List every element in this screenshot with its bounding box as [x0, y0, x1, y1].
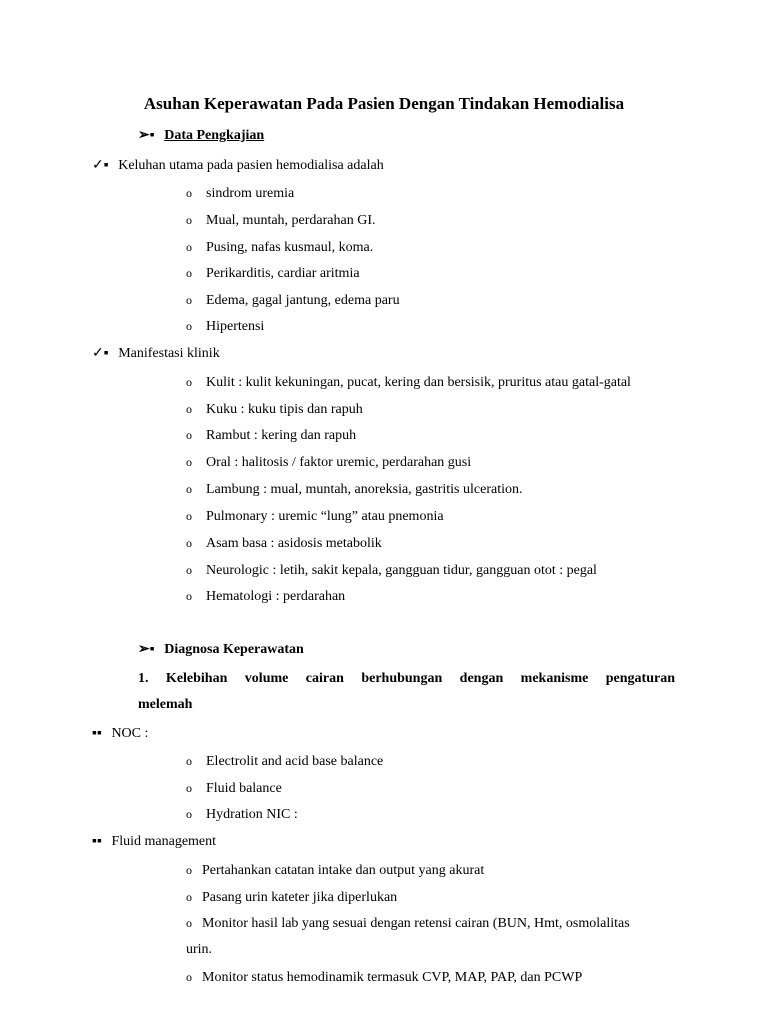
section-heading-text: Data Pengkajian	[164, 128, 265, 143]
circle-bullet-icon: o	[186, 509, 192, 523]
list-item	[186, 183, 294, 204]
document-title: Asuhan Keperawatan Pada Pasien Dengan Tindakan Hemodialisa	[143, 94, 625, 113]
noc-label	[92, 724, 148, 744]
circle-bullet-icon: o	[186, 213, 192, 227]
list-item	[186, 399, 363, 420]
list-item-text: Asam basa : asidosis metabolik	[206, 536, 382, 551]
list-item	[186, 210, 376, 231]
square-bullet-icon: ▪▪	[92, 726, 102, 741]
arrow-bullet-icon: ➢▪	[138, 128, 155, 143]
list-item	[186, 887, 397, 908]
fluid-management-text: Fluid management	[111, 834, 217, 849]
circle-bullet-icon: o	[186, 266, 192, 280]
list-item	[186, 804, 298, 825]
list-item	[186, 586, 345, 607]
list-item-text: Perikarditis, cardiar aritmia	[206, 266, 360, 281]
circle-bullet-icon: o	[186, 563, 192, 577]
noc-label-text: NOC :	[111, 726, 149, 741]
circle-bullet-icon: o	[186, 240, 192, 254]
group-label-text: Manifestasi klinik	[118, 346, 220, 361]
list-item-text: Monitor status hemodinamik termasuk CVP, MAP, PAP, dan PCWP	[202, 970, 583, 985]
fluid-management-label	[92, 832, 216, 852]
list-item	[186, 751, 383, 772]
circle-bullet-icon: o	[186, 781, 192, 795]
list-item	[186, 316, 264, 337]
circle-bullet-icon: o	[186, 916, 192, 930]
list-item-text: Pusing, nafas kusmaul, koma.	[206, 240, 374, 255]
list-item	[186, 290, 400, 311]
diagnosis-title-line1: 1. Kelebihan volume cairan berhubungan dengan mekanisme pengaturan	[138, 671, 675, 686]
section-heading-diagnosa	[138, 640, 304, 660]
list-item-text: Kulit : kulit kekuningan, pucat, kering dan bersisik, pruritus atau gatal-gatal	[206, 375, 631, 390]
circle-bullet-icon: o	[186, 402, 192, 416]
list-item-text: Mual, muntah, perdarahan GI.	[206, 213, 376, 228]
circle-bullet-icon: o	[186, 186, 192, 200]
circle-bullet-icon: o	[186, 754, 192, 768]
list-item	[186, 263, 360, 284]
circle-bullet-icon: o	[186, 482, 192, 496]
list-item-text: sindrom uremia	[206, 186, 295, 201]
diagnosis-title-line2: melemah	[138, 697, 193, 712]
list-item	[186, 479, 522, 500]
circle-bullet-icon: o	[186, 863, 192, 877]
list-item	[186, 372, 631, 393]
list-item-text: Edema, gagal jantung, edema paru	[206, 293, 400, 308]
list-item	[186, 913, 630, 934]
list-item-text: Rambut : kering dan rapuh	[206, 428, 357, 443]
circle-bullet-icon: o	[186, 428, 192, 442]
group-label-text: Keluhan utama pada pasien hemodialisa adalah	[118, 158, 384, 173]
list-item-text: Lambung : mual, muntah, anoreksia, gastritis ulceration.	[206, 482, 523, 497]
list-item	[186, 778, 282, 799]
list-item-text: Hematologi : perdarahan	[206, 589, 346, 604]
list-item-text: Kuku : kuku tipis dan rapuh	[206, 402, 363, 417]
list-item	[186, 506, 444, 527]
circle-bullet-icon: o	[186, 536, 192, 550]
list-item	[186, 967, 582, 988]
list-item	[186, 533, 382, 554]
list-item	[186, 452, 471, 473]
list-item	[186, 860, 484, 881]
list-item-text: Hipertensi	[206, 319, 265, 334]
circle-bullet-icon: o	[186, 589, 192, 603]
section-heading-data-pengkajian	[138, 126, 264, 146]
arrow-bullet-icon: ➢▪	[138, 642, 155, 657]
circle-bullet-icon: o	[186, 293, 192, 307]
list-item-text: Oral : halitosis / faktor uremic, perdarahan gusi	[206, 455, 472, 470]
group-label-manifestasi	[92, 344, 220, 364]
circle-bullet-icon: o	[186, 807, 192, 821]
list-item-text: Pulmonary : uremic “lung” atau pnemonia	[206, 509, 444, 524]
list-item-text: Fluid balance	[206, 781, 282, 796]
list-item	[186, 237, 373, 258]
list-item-text: Monitor hasil lab yang sesuai dengan retensi cairan (BUN, Hmt, osmolalitas	[202, 916, 630, 931]
circle-bullet-icon: o	[186, 455, 192, 469]
list-item-text: Neurologic : letih, sakit kepala, gangguan tidur, gangguan otot : pegal	[206, 563, 597, 578]
circle-bullet-icon: o	[186, 970, 192, 984]
list-item	[186, 425, 356, 446]
list-item	[186, 560, 597, 581]
list-item-text: Pasang urin kateter jika diperlukan	[202, 890, 398, 905]
section-heading-text: Diagnosa Keperawatan	[164, 642, 304, 657]
circle-bullet-icon: o	[186, 890, 192, 904]
list-item-text: Hydration NIC :	[206, 807, 298, 822]
list-item-text: Pertahankan catatan intake dan output yang akurat	[202, 863, 485, 878]
check-bullet-icon: ✓▪	[92, 346, 109, 361]
list-item-text: Electrolit and acid base balance	[206, 754, 384, 769]
circle-bullet-icon: o	[186, 375, 192, 389]
list-item-wrap: urin.	[186, 942, 213, 957]
check-bullet-icon: ✓▪	[92, 158, 109, 173]
circle-bullet-icon: o	[186, 319, 192, 333]
group-label-keluhan	[92, 156, 384, 176]
square-bullet-icon: ▪▪	[92, 834, 102, 849]
